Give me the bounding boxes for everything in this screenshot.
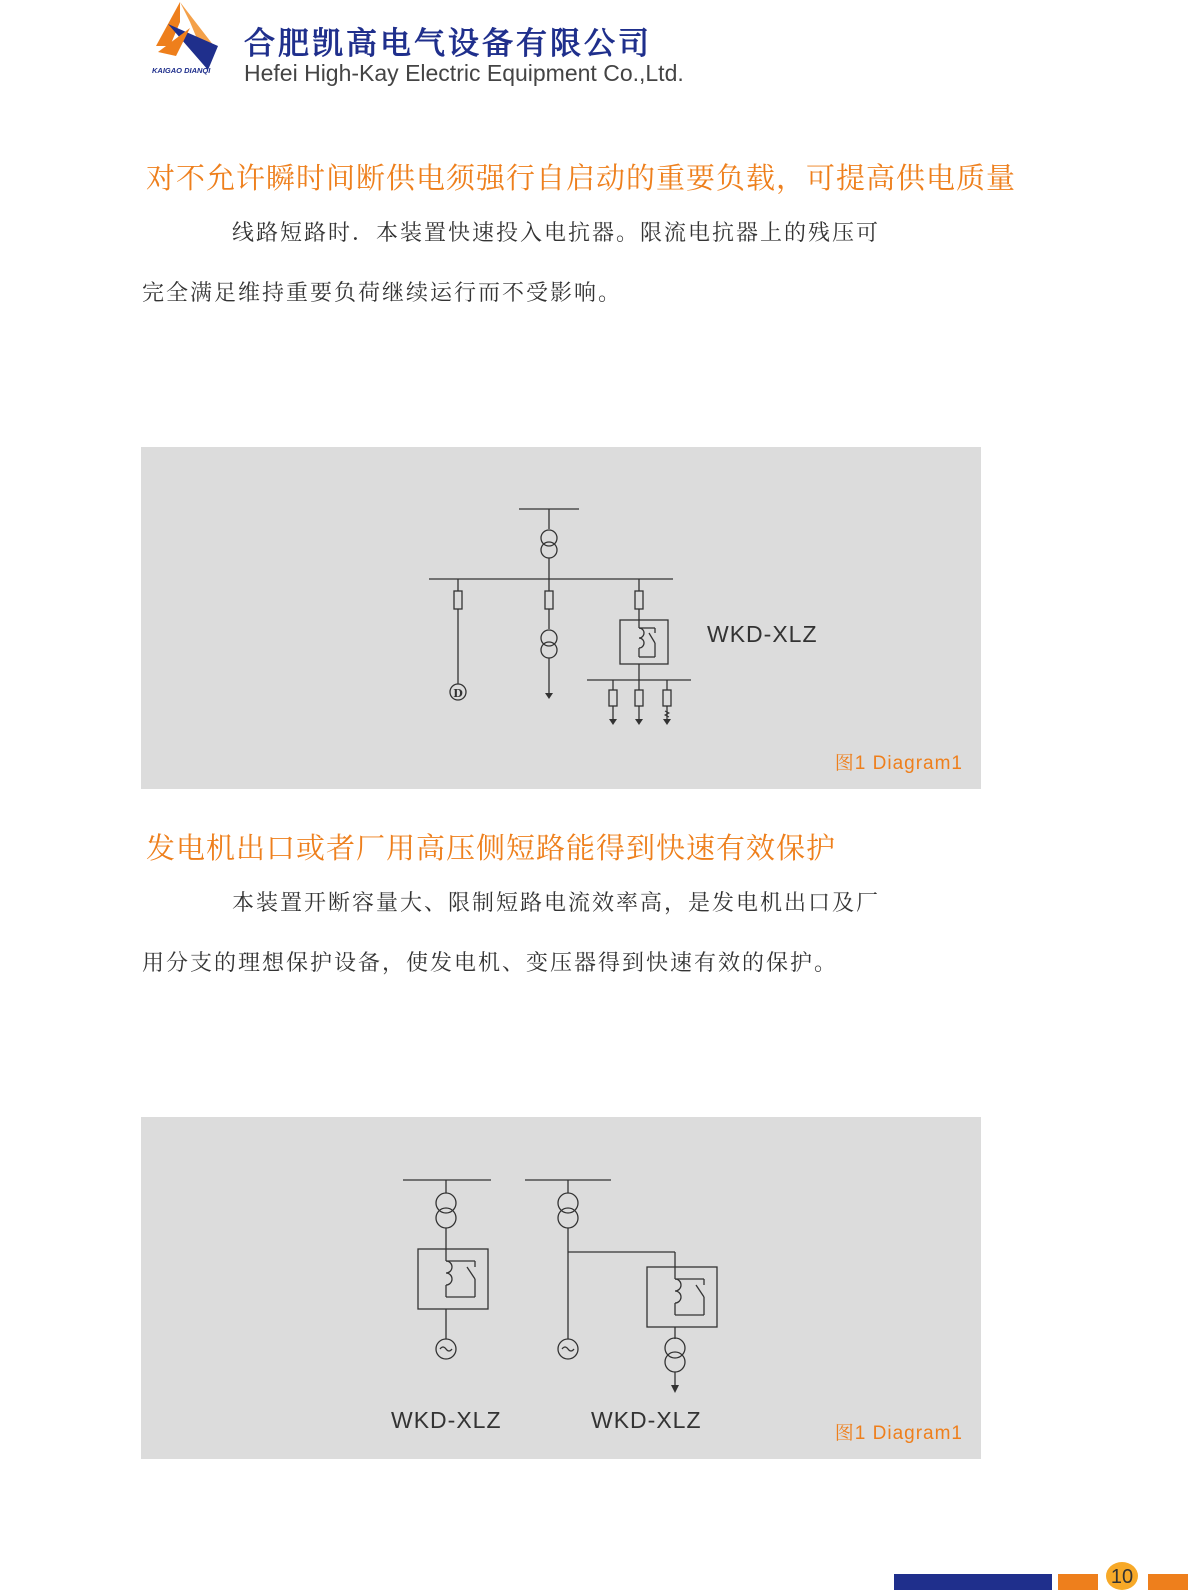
company-logo: [150, 0, 230, 90]
section2-paragraph-line1: 本装置开断容量大、限制短路电流效率高，是发电机出口及厂: [232, 891, 881, 916]
footer-bar-orange-left: [1058, 1574, 1098, 1590]
section1-paragraph-line2: 完全满足维持重要负荷继续运行而不受影响。: [142, 281, 623, 306]
section2-paragraph-line2: 用分支的理想保护设备，使发电机、变压器得到快速有效的保护。: [142, 951, 839, 976]
diagram1-model-label: WKD-XLZ: [707, 621, 818, 647]
section1-heading: 对不允许瞬时间断供电须强行自启动的重要负载，可提高供电质量: [146, 161, 1017, 195]
footer-bar-orange-right: [1148, 1574, 1188, 1590]
diagram1-schematic: [141, 447, 981, 789]
diagram1-panel: [141, 447, 981, 789]
motor-symbol: D: [453, 687, 463, 700]
page-number: 10: [1106, 1562, 1138, 1590]
diagram2-model-label-left: WKD-XLZ: [391, 1407, 502, 1433]
diagram2-schematic: [141, 1117, 981, 1459]
diagram2-caption: 图1 Diagram1: [834, 1423, 963, 1444]
diagram1-caption: 图1 Diagram1: [834, 753, 963, 774]
company-name-en: Hefei High-Kay Electric Equipment Co.,Ltd.: [244, 60, 684, 86]
diagram2-model-label-right: WKD-XLZ: [591, 1407, 702, 1433]
company-name-cn: 合肥凯高电气设备有限公司: [244, 26, 652, 62]
page-header: [150, 0, 850, 100]
diagram2-panel: [141, 1117, 981, 1459]
section1-paragraph-line1: 线路短路时．本装置快速投入电抗器。限流电抗器上的残压可: [232, 221, 881, 246]
footer-bar-navy: [894, 1574, 1052, 1590]
logo-text: KAIGAO DIANQI: [152, 66, 211, 75]
section2-heading: 发电机出口或者厂用高压侧短路能得到快速有效保护: [146, 831, 837, 865]
